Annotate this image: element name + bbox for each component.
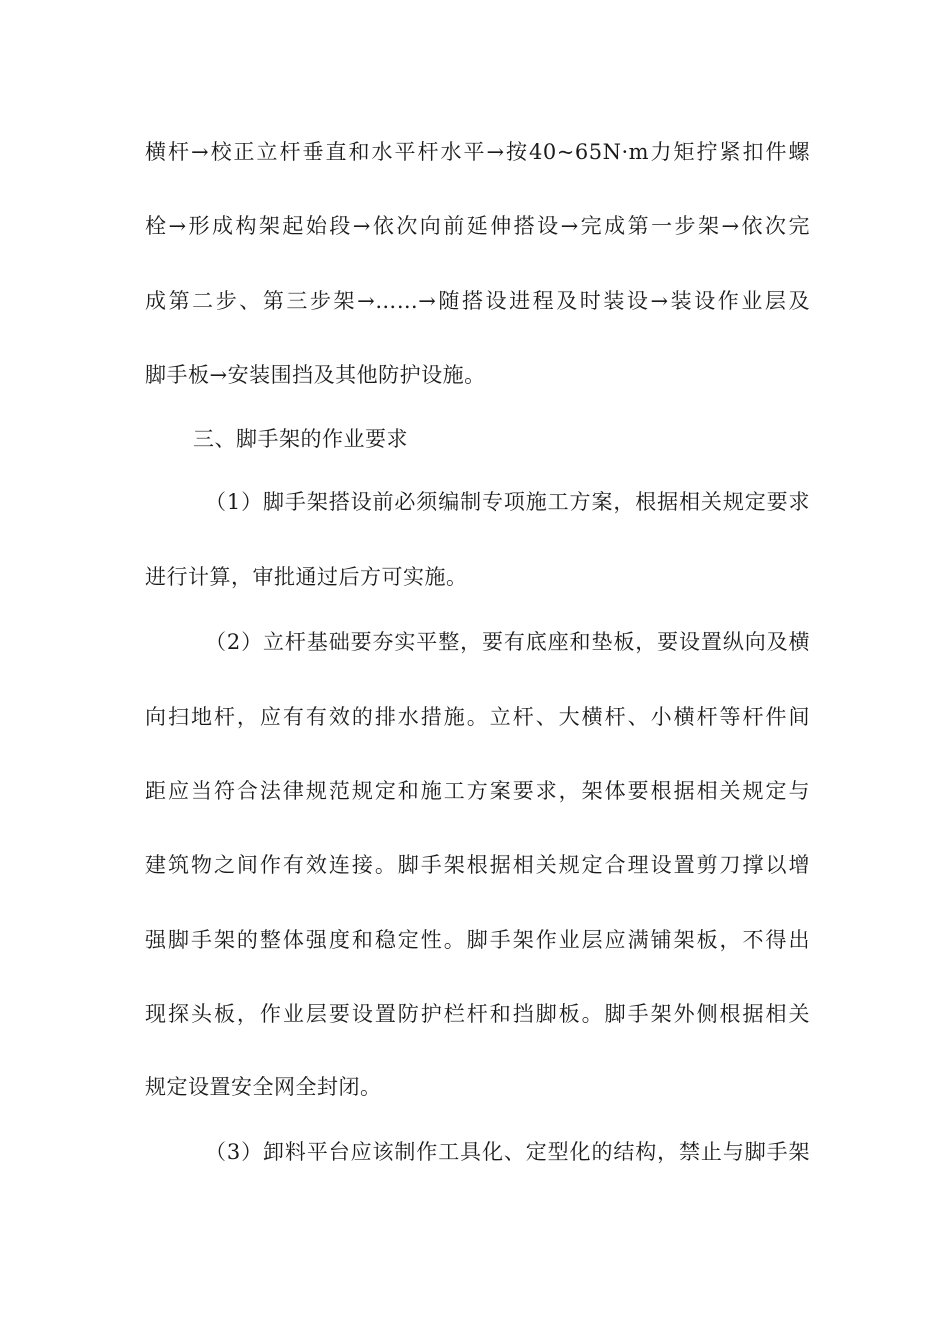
body-text-line: 规定设置安全网全封闭。 — [145, 1075, 382, 1099]
body-text-line: 进行计算，审批通过后方可实施。 — [145, 565, 468, 589]
body-text-line: 成第二步、第三步架→……→随搭设进程及时装设→装设作业层及 — [145, 289, 810, 313]
body-text-line: 现探头板，作业层要设置防护栏杆和挡脚板。脚手架外侧根据相关 — [145, 1002, 810, 1026]
body-text-line: 栓→形成构架起始段→依次向前延伸搭设→完成第一步架→依次完 — [145, 214, 810, 238]
body-text-line: 强脚手架的整体强度和稳定性。脚手架作业层应满铺架板，不得出 — [145, 928, 810, 952]
body-text-line: 向扫地杆，应有有效的排水措施。立杆、大横杆、小横杆等杆件间 — [145, 705, 810, 729]
body-text-line: （1）脚手架搭设前必须编制专项施工方案，根据相关规定要求 — [205, 490, 810, 514]
body-text-line: 距应当符合法律规范规定和施工方案要求，架体要根据相关规定与 — [145, 779, 810, 803]
body-text-line: 横杆→校正立杆垂直和水平杆水平→按40~65N·m力矩拧紧扣件螺 — [145, 140, 810, 164]
body-text-line: （3）卸料平台应该制作工具化、定型化的结构，禁止与脚手架 — [205, 1140, 810, 1164]
body-text-line: 建筑物之间作有效连接。脚手架根据相关规定合理设置剪刀撑以增 — [145, 853, 810, 877]
section-heading: 三、脚手架的作业要求 — [193, 427, 408, 451]
body-text-line: （2）立杆基础要夯实平整，要有底座和垫板，要设置纵向及横 — [205, 630, 810, 654]
body-text-line: 脚手板→安装围挡及其他防护设施。 — [145, 363, 486, 387]
